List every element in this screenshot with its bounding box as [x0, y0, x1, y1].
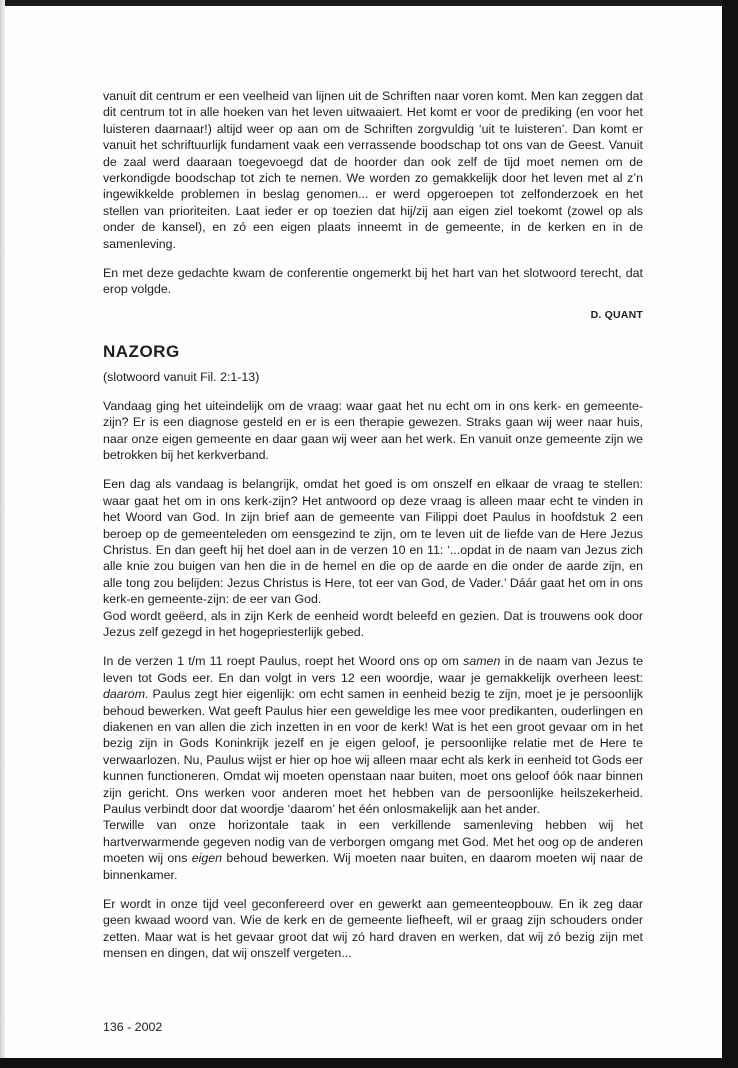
p4-text-c: . Paulus zegt hier eigenlijk: om echt samen in eenheid bezig te zijn, moet je je persoonlijk behoud bewerken. Wat geeft Paulus hier een geweldige les mee voor predikanten, ouderlingen en diakenen en van allen die zich inzetten in en voor de kerk! Wat is het een groot gevaar om in het bezig zijn in Gods Koninkrijk jezelf en je eigen geloof, je persoonlijke relatie met de Here te verwaarlozen. Nu, Paulus wijst er hier op hoe wij alleen maar echt als kerk in eenheid tot Gods eer kunnen functioneren. Omdat wij moeten openstaan naar buiten, moet ons geloof óók naar binnen zijn gericht. Ons werken voor anderen moet het hebben van de persoonlijke heilszekerheid. Paulus verbindt door dat woordje ‘daarom’ het één onlosmakelijk aan het ander.: [103, 687, 643, 817]
body-paragraph-1: Vandaag ging het uiteindelijk om de vraag: waar gaat het nu echt om in ons kerk- en gemeente-zijn? Er is een diagnose gesteld en er is een therapie gewezen. Straks gaan wij weer naar huis, naar onze eigen gemeente en daar gaan wij weer aan het werk. En vanuit onze gemeente zijn we betrokken bij het kerkverband.: [103, 398, 643, 462]
p5-text-a: Terwille van onze horizontale taak in een verkillende samenleving hebben wij het hartverwarmende gegeven nodig van de verborgen omgang met God. Met het oog op de anderen moeten wij ons: [103, 818, 643, 866]
p4-emphasis-daarom: daarom: [103, 687, 146, 702]
body-paragraph-3: God wordt geëerd, als in zijn Kerk de eenheid wordt beleefd en gezien. Dat is trouwens ook door Jezus zelf gezegd in het hogepriesterlijk gebed.: [103, 608, 643, 639]
scan-border-right: [722, 0, 738, 1068]
page-number: 136 - 2002: [103, 1020, 163, 1034]
scan-border-top: [0, 0, 738, 6]
intro-paragraph-2: En met deze gedachte kwam de conferentie ongemerkt bij het hart van het slotwoord terecht, dat erop volgde.: [103, 266, 643, 297]
p4-text-a: In de verzen 1 t/m 11 roept Paulus, roept het Woord ons op om: [103, 654, 464, 669]
p4-emphasis-samen: samen: [463, 654, 501, 669]
section-title: NAZORG: [103, 342, 180, 362]
article-body: [103, 88, 643, 975]
scan-border-bottom: [0, 1058, 738, 1068]
p4-text-b: in de naam van Jezus te leven tot Gods eer. En dan volgt in vers 12 een woordje, waar je gemakkelijk overheen leest:: [103, 654, 643, 685]
section-subtitle: (slotwoord vanuit Fil. 2:1-13): [103, 370, 260, 385]
body-paragraph-5: [103, 817, 643, 883]
scan-edge-left: [0, 0, 5, 1068]
intro-paragraph-1: vanuit dit centrum er een veelheid van lijnen uit de Schriften naar voren komt. Men kan zeggen dat dit centrum tot in alle hoeken van het leven uitwaaiert. Het komt er voor de prediking (en voor het luisteren daarnaar!) altijd weer op aan om de Schriften zorgvuldig ‘uit te luisteren’. Dan komt er vanuit het schriftuurlijk fundament vaak een verrassende boodschap tot ons van de Geest. Vanuit de zaal werd daaraan toegevoegd dat de hoorder dan ook zelf de tijd moet nemen om de verkondigde boodschap tot zich te nemen. We worden zo gemakkelijk door het leven met al z’n ingewikkelde problemen in beslag genomen... er werd opgeroepen tot zelfonderzoek en het stellen van prioriteiten. Laat ieder er op toezien dat hij/zij aan eigen ziel toekomt (zowel op als onder de kansel), en zó een eigen plaats inneemt in de gemeente, in de kerken en in de samenleving.: [103, 89, 643, 251]
body-paragraph-6: Er wordt in onze tijd veel geconfereerd over en gewerkt aan gemeenteopbouw. En ik zeg daar geen kwaad woord van. Wie de kerk en de gemeente liefheeft, wil er graag zijn schouders onder zetten. Maar wat is het gevaar groot dat wij zó hard draven en werken, dat wij zó bezig zijn met mensen en dingen, dat wij onszelf vergeten...: [103, 897, 643, 961]
author-signature: D. QUANT: [590, 308, 643, 321]
p5-emphasis-eigen: eigen: [191, 851, 223, 866]
body-paragraph-4: [103, 653, 643, 817]
p5-text-b: behoud bewerken. Wij moeten naar buiten, en daarom moeten wij naar de binnenkamer.: [103, 851, 643, 882]
body-paragraph-2: Een dag als vandaag is belangrijk, omdat het goed is om onszelf en elkaar de vraag te stellen: waar gaat het om in ons kerk-zijn? Het antwoord op deze vraag is alleen maar echt te vinden in het Woord van God. In zijn brief aan de gemeente van Filippi doet Paulus in hoofdstuk 2 een beroep op de gemeenteleden om eensgezind te zijn, om te leven uit de liefde van de Here Jezus Christus. En dan geeft hij het doel aan in de verzen 10 en 11: ‘...opdat in de naam van Jezus zich alle knie zou buigen van hen die in de hemel en die op de aarde en die onder de aarde zijn, en alle tong zou belijden: Jezus Christus is Here, tot eer van God, de Vader.’ Dáár gaat het om in ons kerk-en gemeente-zijn: de eer van God.: [103, 477, 643, 607]
